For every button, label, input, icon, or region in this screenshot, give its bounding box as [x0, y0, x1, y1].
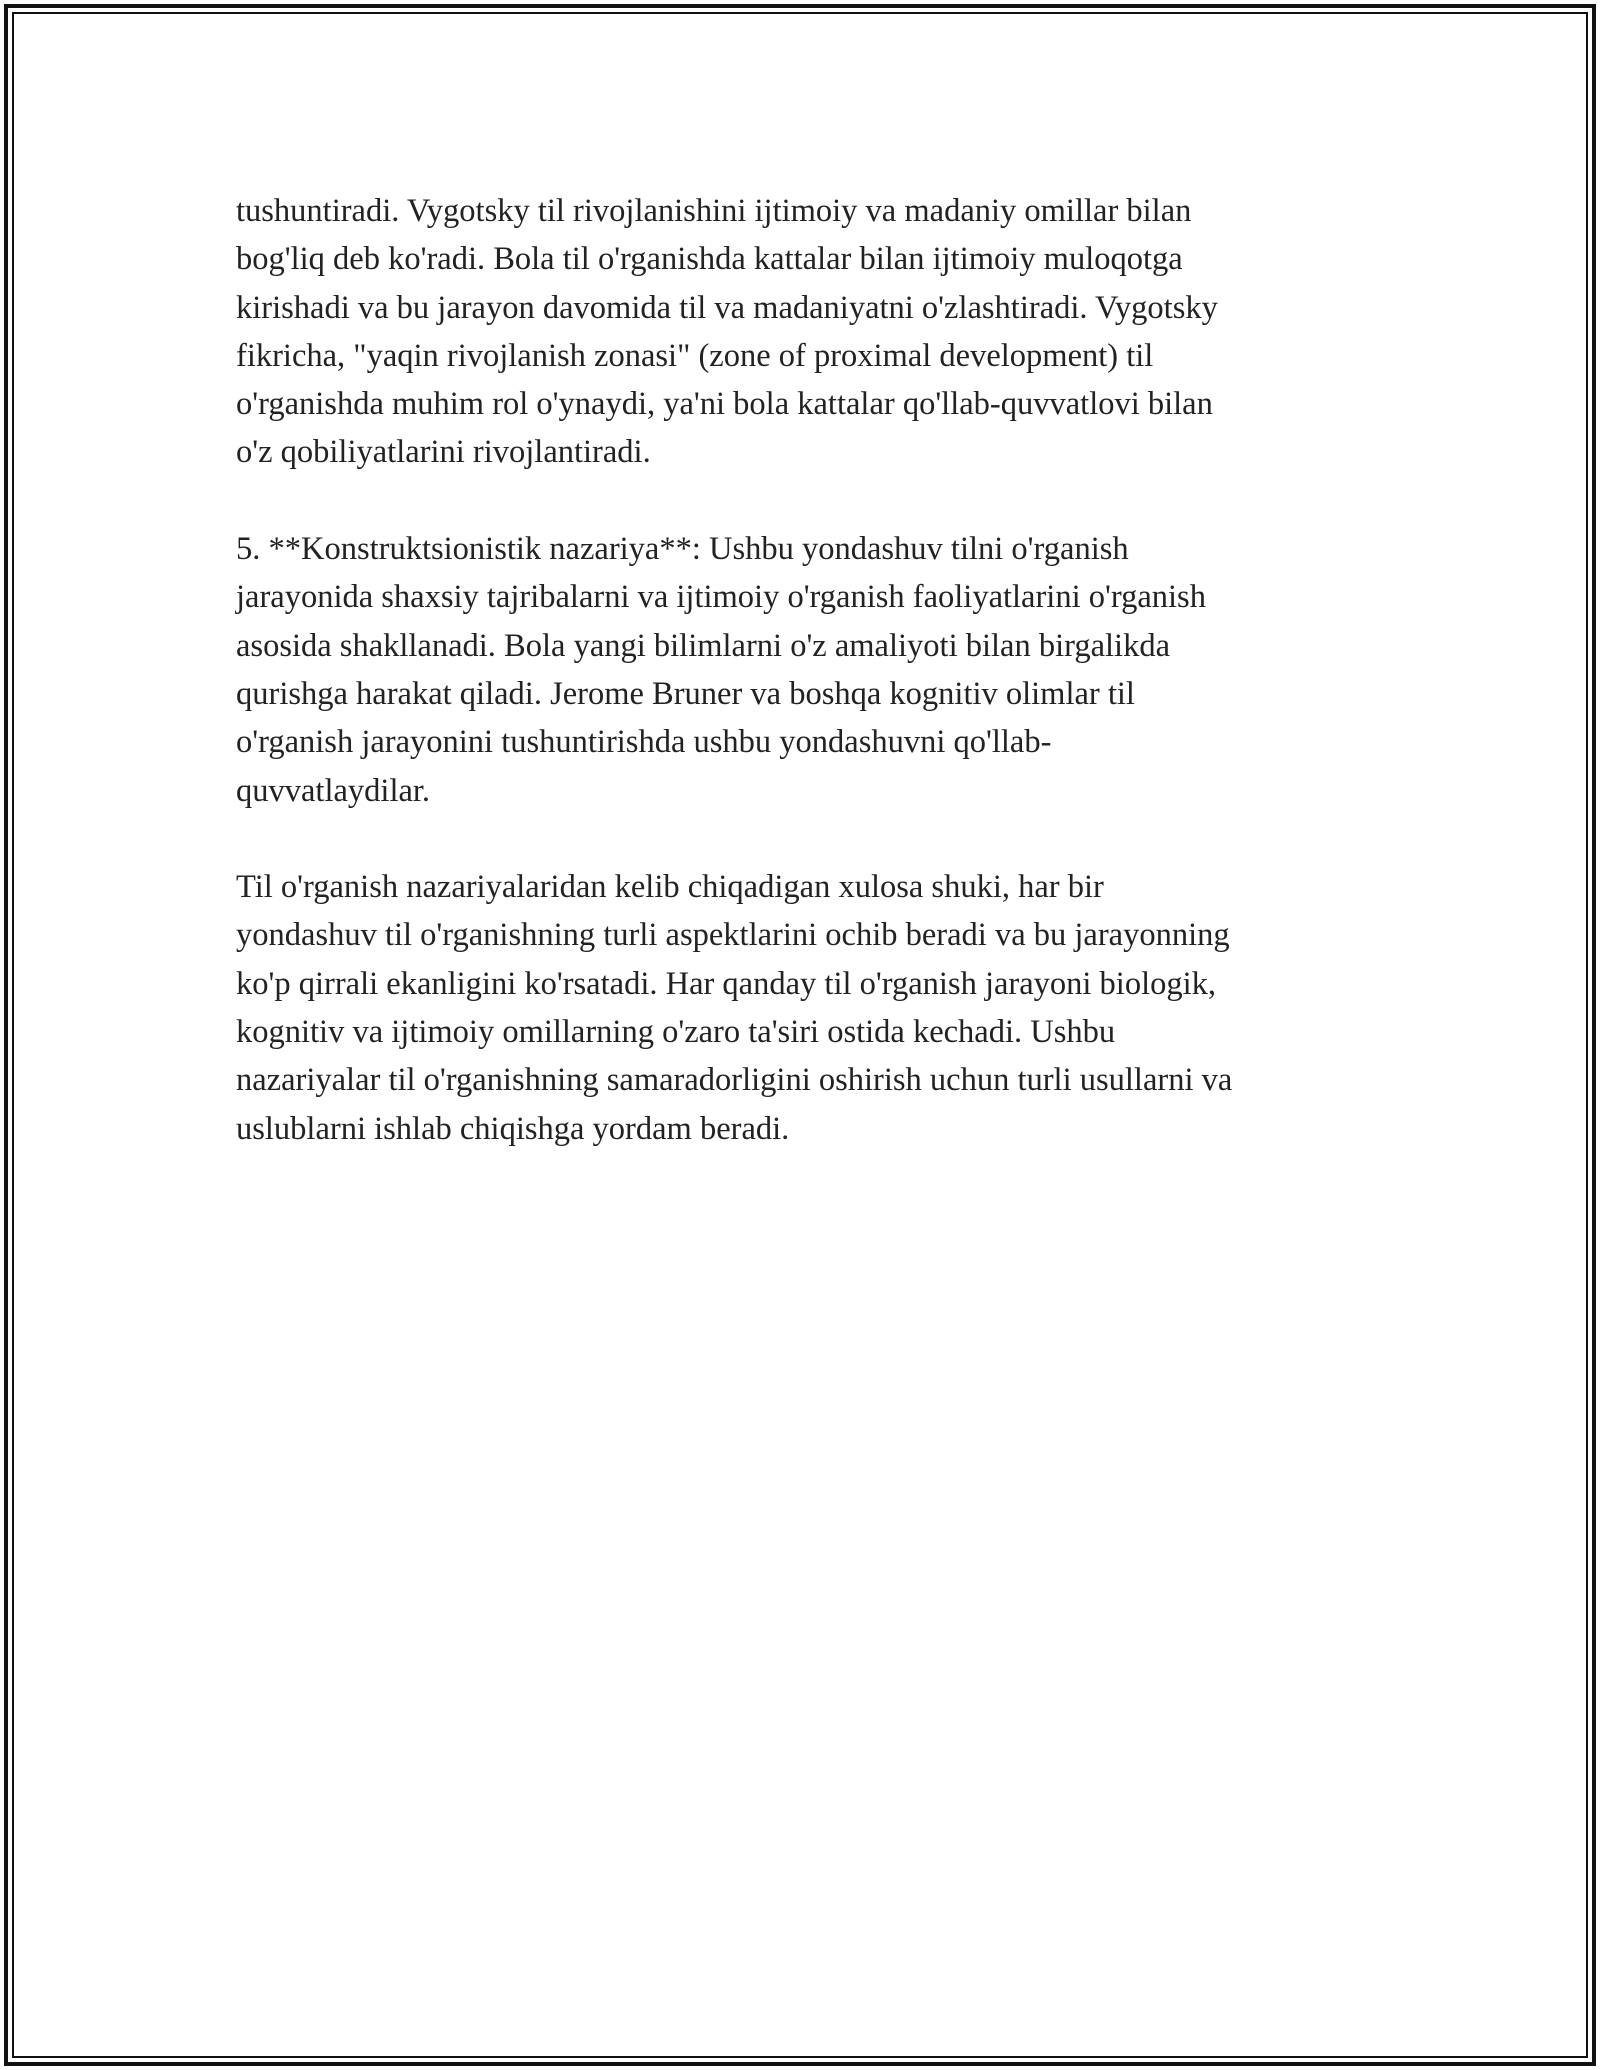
paragraph-vygotsky: tushuntiradi. Vygotsky til rivojlanishini ijtimoiy va madaniy omillar bilan bog'liq deb ko'radi. Bola til o'rganishda kattalar bilan ijtimoiy muloqotga kirishadi va bu jarayon davomida til va madaniyatni o'zlashtiradi. Vygotsky fikricha, "yaqin rivojlanish zonasi" (zone of proximal development) til o'rganishda muhim rol o'ynaydi, ya'ni bola kattalar qo'llab-quvvatlovi bilan o'z qobiliyatlarini rivojlantiradi. — [236, 193, 1218, 471]
document-body — [236, 187, 1366, 1201]
paragraph-konstruktsionistik: 5. **Konstruktsionistik nazariya**: Ushbu yondashuv tilni o'rganish jarayonida shaxsiy tajribalarni va ijtimoiy o'rganish faoliyatlarini o'rganish asosida shakllanadi. Bola yangi bilimlarni o'z amaliyoti bilan birgalikda qurishga harakat qiladi. Jerome Bruner va boshqa kognitiv olimlar til o'rganish jarayonini tushuntirishda ushbu yondashuvni qo'llab- quvvatlaydilar. — [236, 531, 1206, 809]
paragraph-conclusion: Til o'rganish nazariyalaridan kelib chiqadigan xulosa shuki, har bir yondashuv til o'rganishning turli aspektlarini ochib beradi va bu jarayonning ko'p qirrali ekanligini ko'rsatadi. Har qanday til o'rganish jarayoni biologik, kognitiv va ijtimoiy omillarning o'zaro ta'siri ostida kechadi. Ushbu nazariyalar til o'rganishning samaradorligini oshirish uchun turli usullarni va uslublarni ishlab chiqishga yordam beradi. — [236, 869, 1233, 1147]
